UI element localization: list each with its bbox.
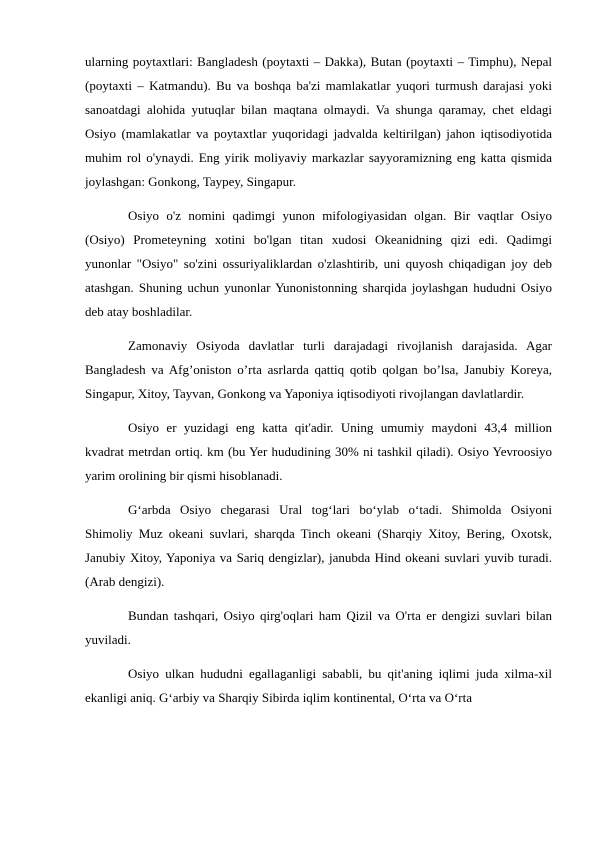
paragraph-1: ularning poytaxtlari: Bangladesh (poytaxti – Dakka), Butan (poytaxti – Timphu), Nepal (poytaxti – Katmandu). Bu va boshqa ba'zi mamlakatlar yuqori turmush darajasi yoki sanoatdagi alohida yutuqlar bilan maqtana olmaydi. Va shunga qaramay, chet eldagi Osiyo (mamlakatlar va poytaxtlar yuqoridagi jadvalda keltirilgan) jahon iqtisodiyotida muhim rol o'ynaydi. Eng yirik moliyaviy markazlar sayyoramizning eng katta qismida joylashgan: Gonkong, Taypey, Singapur.: [85, 54, 552, 189]
paragraph-4: Osiyo er yuzidagi eng katta qit'adir. Uning umumiy maydoni 43,4 million kvadrat metrdan ortiq. km (bu Yer hududining 30% ni tashkil qiladi). Osiyo Yevroosiyo yarim orolining bir qismi hisoblanadi.: [85, 420, 552, 483]
paragraph-6: Bundan tashqari, Osiyo qirg'oqlari ham Qizil va O'rta er dengizi suvlari bilan yuviladi.: [85, 608, 552, 647]
paragraph-7: Osiyo ulkan hududni egallaganligi sababli, bu qit'aning iqlimi juda xilma-xil ekanligi aniq. G‘arbiy va Sharqiy Sibirda iqlim kontinental, O‘rta va O‘rta: [85, 666, 552, 705]
paragraph-2: Osiyo o'z nomini qadimgi yunon mifologiyasidan olgan. Bir vaqtlar Osiyo (Osiyo) Prometeyning xotini bo'lgan titan xudosi Okeanidning qizi edi. Qadimgi yunonlar "Osiyo" so'zini ossuriyaliklardan o'zlashtirib, uni quyosh chiqadigan joy deb atashgan. Shuning uchun yunonlar Yunonistonning sharqida joylashgan hududni Osiyo deb atay boshladilar.: [85, 208, 552, 319]
paragraph-3: Zamonaviy Osiyoda davlatlar turli darajadagi rivojlanish darajasida. Agar Bangladesh va Afg’oniston o’rta asrlarda qattiq qotib qolgan bo’lsa, Janubiy Koreya, Singapur, Xitoy, Tayvan, Gonkong va Yaponiya iqtisodiyoti rivojlangan davlatlardir.: [85, 338, 552, 401]
paragraph-5: G‘arbda Osiyo chegarasi Ural tog‘lari bo‘ylab o‘tadi. Shimolda Osiyoni Shimoliy Muz okeani suvlari, sharqda Tinch okeani (Sharqiy Xitoy, Bering, Oxotsk, Janubiy Xitoy, Yaponiya va Sariq dengizlar), janubda Hind okeani suvlari yuvib turadi. (Arab dengizi).: [85, 502, 552, 589]
document-page: [85, 50, 552, 720]
